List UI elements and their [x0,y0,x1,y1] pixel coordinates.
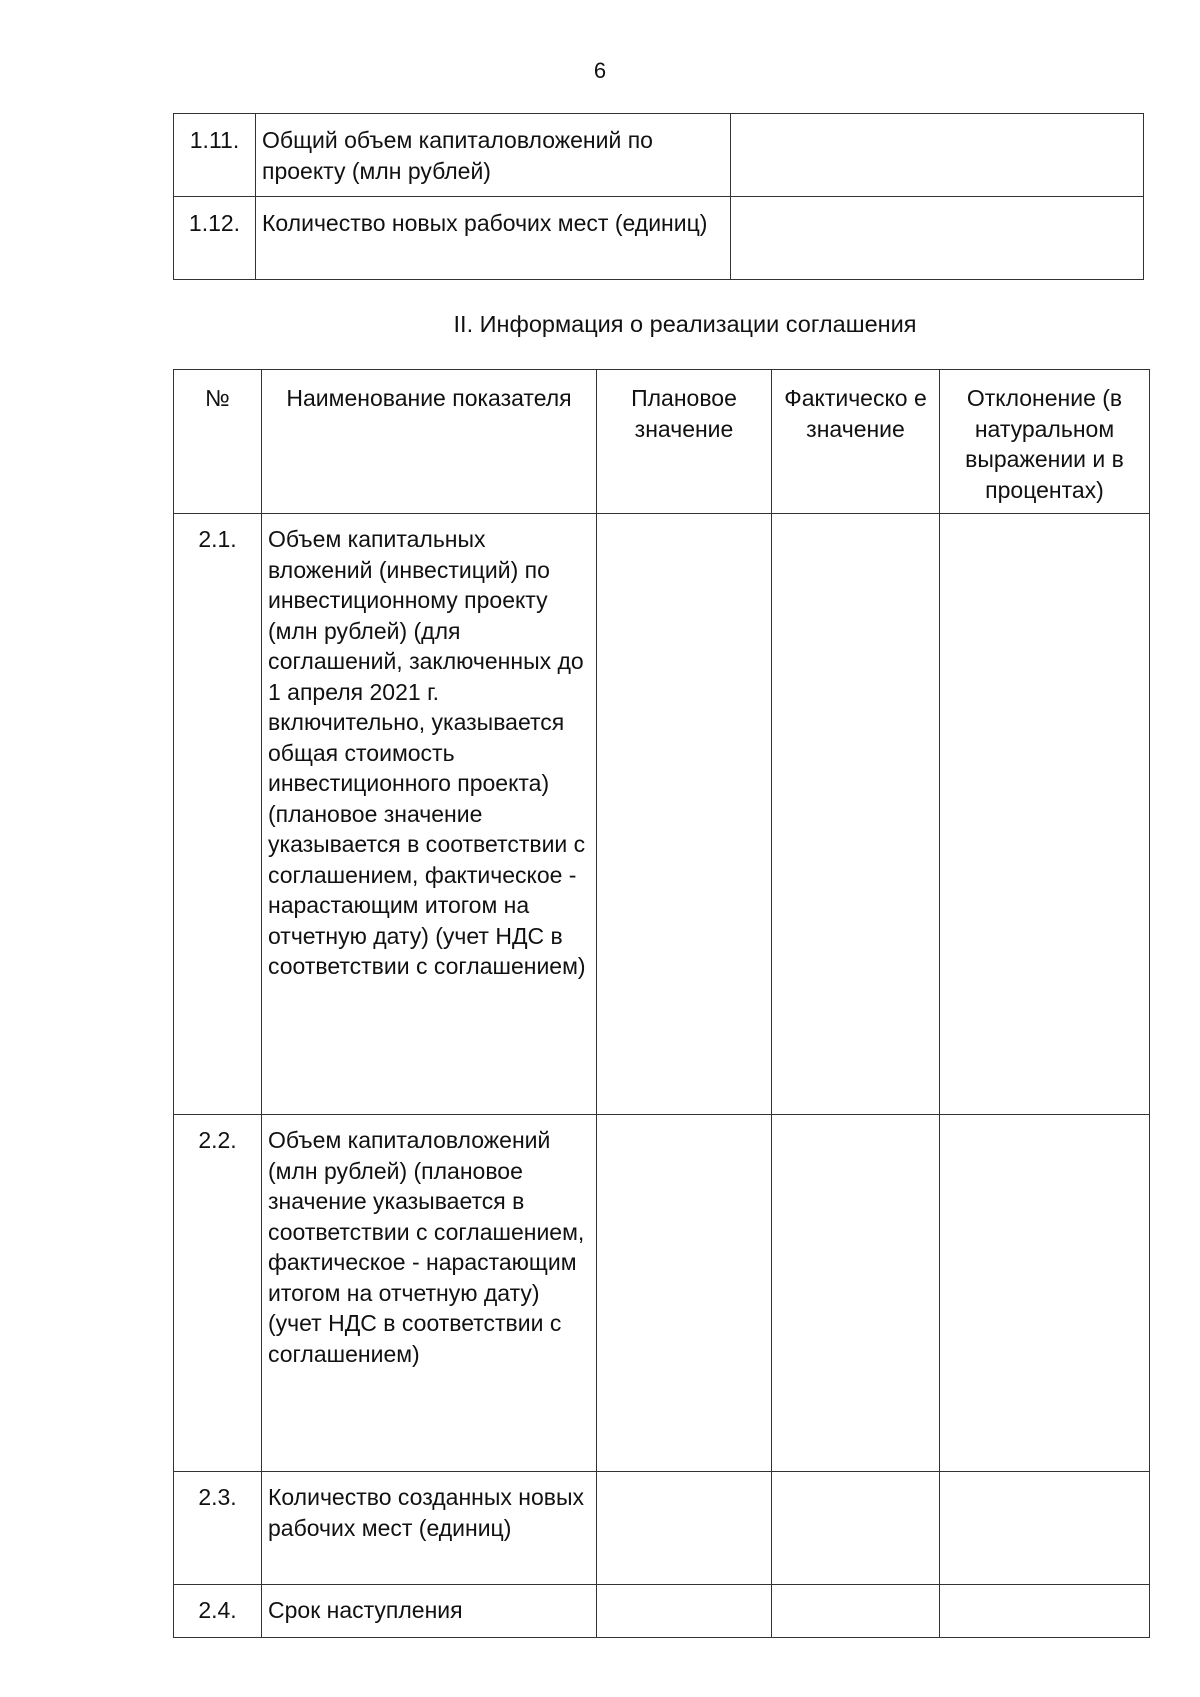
project-summary-table [173,113,1144,280]
table-row [174,197,1144,280]
header-name: Наименование показателя [262,370,597,514]
header-plan: Плановое значение [597,370,772,514]
row-deviation-cell[interactable] [940,1585,1150,1638]
row-name: Количество созданных новых рабочих мест (единиц) [262,1472,597,1585]
section-title: II. Информация о реализации соглашения [453,311,917,337]
row-value-cell[interactable] [731,114,1144,197]
table-row [174,1585,1150,1638]
table-header-row [174,370,1150,514]
row-value-cell[interactable] [731,197,1144,280]
row-number: 2.2. [174,1115,262,1472]
row-fact-cell[interactable] [772,514,940,1115]
row-number: 2.3. [174,1472,262,1585]
row-number: 2.4. [174,1585,262,1638]
table-row [174,114,1144,197]
row-deviation-cell[interactable] [940,1472,1150,1585]
header-deviation: Отклонение (в натуральном выражении и в процентах) [940,370,1150,514]
row-fact-cell[interactable] [772,1472,940,1585]
row-name: Объем капитальных вложений (инвестиций) по инвестиционному проекту (млн рублей) (для соглашений, заключенных до 1 апреля 2021 г. включительно, указывается общая стоимость инвестиционного проекта) (плановое значение указывается в соответствии с соглашением, фактическое - нарастающим итогом на отчетную дату) (учет НДС в соответствии с соглашением) [262,514,597,1115]
row-label: Общий объем капиталовложений по проекту (млн рублей) [256,114,731,197]
page-number: 6 [593,58,607,83]
row-number: 1.12. [174,197,256,280]
row-label: Количество новых рабочих мест (единиц) [256,197,731,280]
row-plan-cell[interactable] [597,1115,772,1472]
row-deviation-cell[interactable] [940,1115,1150,1472]
row-plan-cell[interactable] [597,1472,772,1585]
row-number: 1.11. [174,114,256,197]
row-fact-cell[interactable] [772,1585,940,1638]
row-number: 2.1. [174,514,262,1115]
table-row [174,514,1150,1115]
row-fact-cell[interactable] [772,1115,940,1472]
row-deviation-cell[interactable] [940,514,1150,1115]
implementation-table [173,369,1150,1638]
row-name: Срок наступления [262,1585,597,1638]
table-row [174,1115,1150,1472]
row-plan-cell[interactable] [597,514,772,1115]
row-plan-cell[interactable] [597,1585,772,1638]
row-name: Объем капиталовложений (млн рублей) (плановое значение указывается в соответствии с соглашением, фактическое - нарастающим итогом на отчетную дату) (учет НДС в соответствии с соглашением) [262,1115,597,1472]
header-num: № [174,370,262,514]
table-row [174,1472,1150,1585]
header-fact: Фактическо е значение [772,370,940,514]
